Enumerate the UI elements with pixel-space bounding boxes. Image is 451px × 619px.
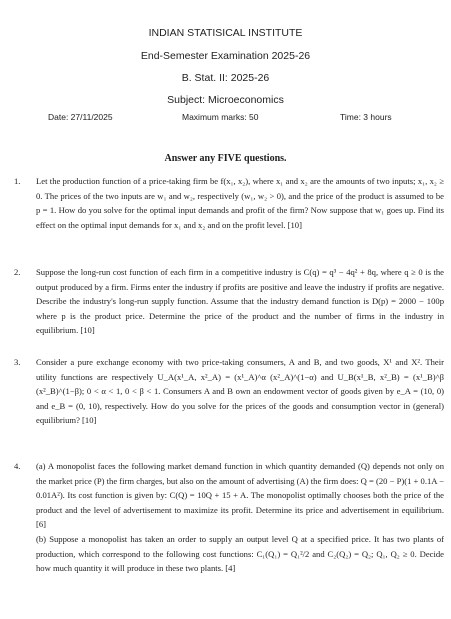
exam-duration: Time: 3 hours xyxy=(340,112,392,122)
question-text: Consider a pure exchange economy with two price-taking consumers, A and B, and two goods, X¹ and X². Their utility functions are respectively U_A(x¹_A, x²_A) = (x¹_A)^α (x²_A)^(1−α) and U_B(x¹_B, x²_B) = (x¹_B)^β (x²_B)^(1−β); 0 < α < 1, 0 < β < 1. Consumers A and B own an endowment vector of goods given by e_A = (10, 0) and e_B = (0, 10), respectively. How do you solve for the prices of the goods and consumption vector in (general) equilibrium? [10] xyxy=(36,357,444,426)
question-number: 3. xyxy=(14,357,21,367)
question-4 xyxy=(14,459,444,576)
question-text: Let the production function of a price-taking firm be f(x₁, x₂), where x₁ and x₂ are the amounts of two inputs; x₁, x₂ ≥ 0. The prices of the two inputs are w₁ and w₂, respectively (w₁, w₂ > 0), and the price of the product is assumed to be p = 1. How do you solve for the optimal input demands and profit of the firm? Now suppose that w₁ goes up. Find its effect on the optimal input demands for x₁ and x₂ and on the profit level. [10] xyxy=(36,176,444,230)
course-title: B. Stat. II: 2025-26 xyxy=(181,72,270,84)
question-number: 4. xyxy=(14,461,21,471)
question-2 xyxy=(14,265,444,338)
question-number: 2. xyxy=(14,267,21,277)
question-1 xyxy=(14,174,444,232)
question-text: Suppose the long-run cost function of each firm in a competitive industry is C(q) = q³ − 4q² + 8q, where q ≥ 0 is the output produced by a firm. Firms enter the industry if profits are positive and leave the industry if profits are negative. Describe the industry's long-run supply function. Assume that the industry demand function is D(p) = 2000 − 100p where p is the product price. Determine the price of the product and the number of firms in the industry in equilibrium. [10] xyxy=(36,267,444,336)
exam-date: Date: 27/11/2025 xyxy=(48,112,113,122)
maximum-marks: Maximum marks: 50 xyxy=(182,112,259,122)
subject-title: Subject: Microeconomics xyxy=(167,94,284,106)
question-part-b: (b) Suppose a monopolist has taken an order to supply an output level Q at a specified price. It has two plants of production, which correspond to the following cost functions: C₁(Q₁) = Q₁²/2 and C₂(Q₂) = Q₂; Q₁, Q₂ ≥ 0. Decide how much quantity it will produce in these two plants. [4] xyxy=(36,533,444,574)
institute-name: INDIAN STATISICAL INSTITUTE xyxy=(148,27,303,39)
instruction: Answer any FIVE questions. xyxy=(164,153,287,164)
question-number: 1. xyxy=(14,176,21,186)
question-part-a: (a) A monopolist faces the following market demand function in which quantity demanded (Q) depends not only on the market price (P) the firm charges, but also on the amount of advertising (A) the firm does: Q = (20 − P)(1 + 0.1A − 0.01A²). Its cost function is given by: C(Q) = 10Q + 15 + A. The monopolist optimally chooses both the price of the product and the level of advertisement to maximize its profit. Determine its price and advertisement in equilibrium. [6] xyxy=(36,461,445,530)
question-3 xyxy=(14,355,444,428)
question-text xyxy=(36,459,444,576)
exam-title: End-Semester Examination 2025-26 xyxy=(140,50,311,62)
